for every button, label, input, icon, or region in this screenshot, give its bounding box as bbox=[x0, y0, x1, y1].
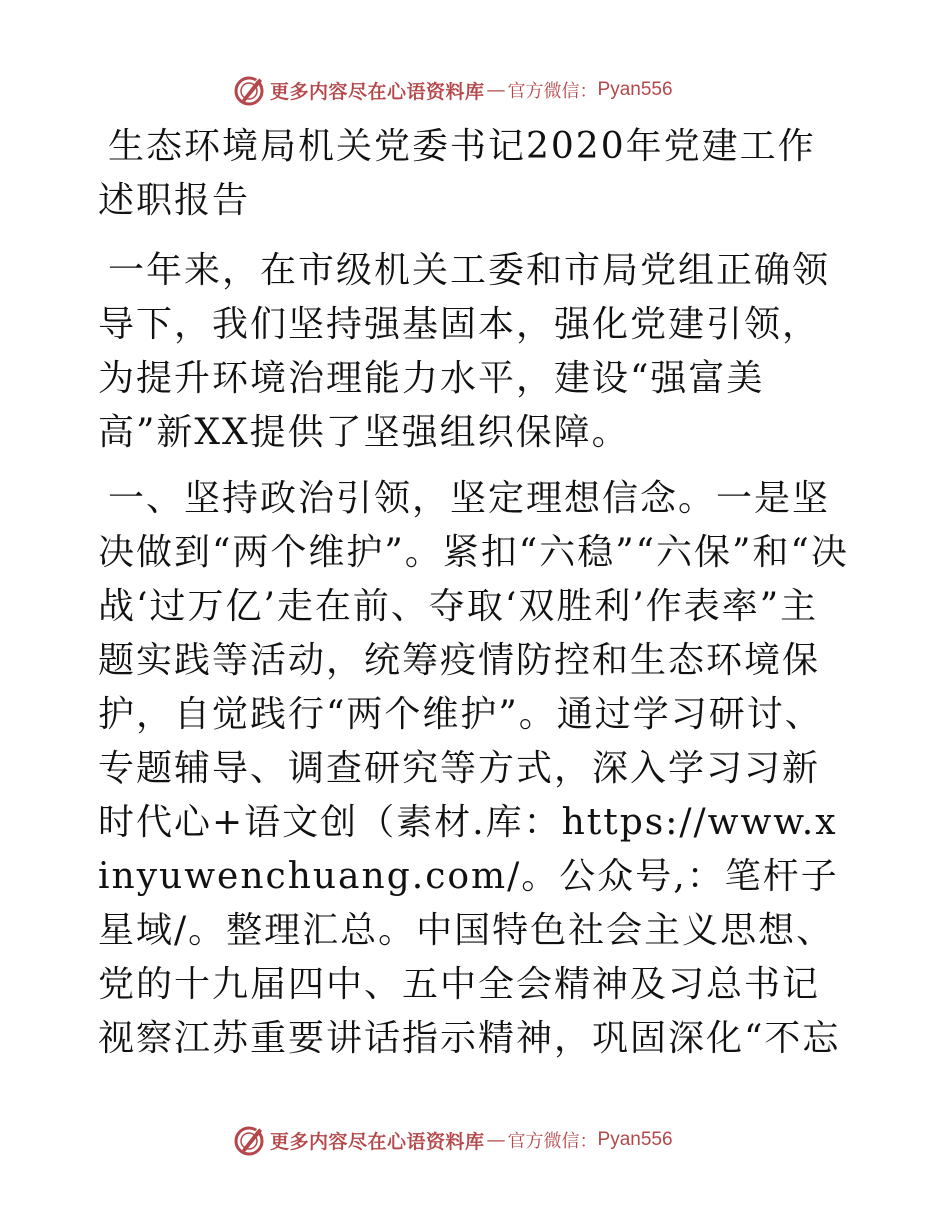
watermark-main-text: 更多内容尽在心语资料库 bbox=[270, 1130, 485, 1153]
document-body bbox=[98, 120, 850, 1066]
paragraph-intro: 一年来，在市级机关工委和市局党组正确领导下，我们坚持强基固本，强化党建引领，为提升环境治理能力水平，建设“强富美高”新XX提供了坚强组织保障。 bbox=[98, 250, 831, 453]
paragraph-section-one: 一、坚持政治引领，坚定理想信念。一是坚决做到“两个维护”。紧扣“六稳”“六保”和“决战‘过万亿’走在前、夺取‘双胜利’作表率”主题实践等活动，统筹疫情防控和生态环境保护，自觉践行“两个维护”。通过学习研讨、专题辅导、调查研究等方式，深入学习习新时代心+语文创（素材.库：https://www.xinyuwenchuang.com/。公众号,：笔杆子星域/。整理汇总。中国特色社会主义思想、党的十九届四中、五中全会精神及习总书记视察江苏重要讲话指示精神，巩固深化“不忘 bbox=[98, 478, 849, 1059]
watermark-banner-bottom bbox=[232, 1120, 732, 1160]
watermark-wechat-id: Pyan556 bbox=[597, 1129, 673, 1150]
watermark-separator: — bbox=[486, 1129, 506, 1151]
watermark-sub-text: 官方微信： bbox=[507, 1131, 598, 1152]
watermark-wechat-id: Pyan556 bbox=[597, 79, 673, 100]
quill-logo-icon bbox=[232, 73, 266, 107]
document-title: 生态环境局机关党委书记2020年党建工作述职报告 bbox=[98, 126, 816, 221]
watermark-main-text: 更多内容尽在心语资料库 bbox=[270, 80, 485, 103]
quill-logo-icon bbox=[232, 1123, 266, 1157]
watermark-sub-text: 官方微信： bbox=[507, 81, 598, 102]
watermark-separator: — bbox=[486, 79, 506, 101]
watermark-banner-top bbox=[232, 70, 732, 110]
